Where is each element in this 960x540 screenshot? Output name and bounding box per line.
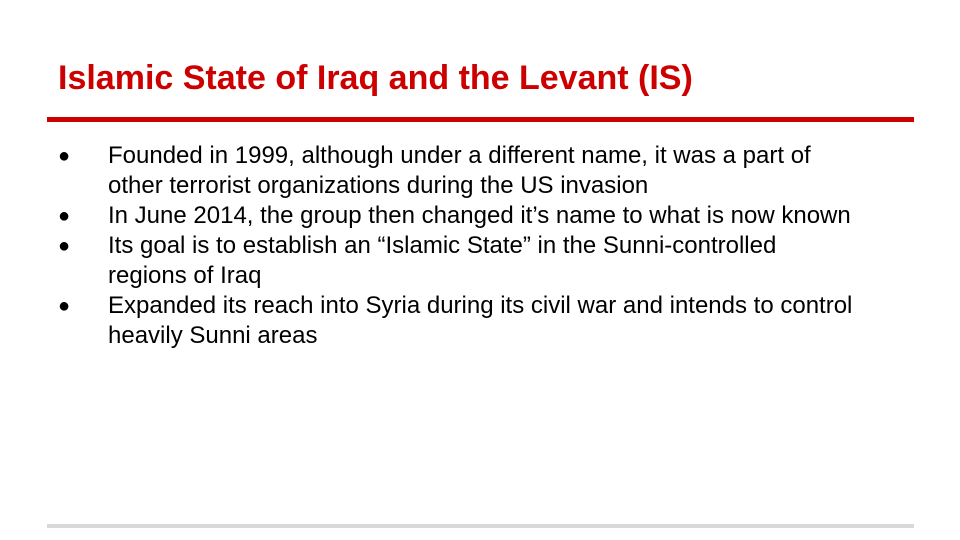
bullet-text: Its goal is to establish an “Islamic State” in the Sunni-controlled regions of Iraq: [108, 232, 777, 289]
bullet-text: Expanded its reach into Syria during its civil war and intends to control heavily Sunni areas: [108, 292, 853, 349]
footer-divider: [47, 524, 914, 528]
bullet-list: [58, 141, 858, 351]
bullet-item: [58, 141, 858, 201]
bullet-text: In June 2014, the group then changed it’s name to what is now known: [108, 202, 851, 229]
bullet-dot-icon: ●: [58, 145, 71, 167]
bullet-dot-icon: ●: [58, 295, 71, 317]
bullet-item: [58, 291, 858, 351]
bullet-item: [58, 231, 858, 291]
bullet-dot-icon: ●: [58, 205, 71, 227]
title-underline: [47, 117, 914, 122]
bullet-item: [58, 201, 858, 231]
slide-title: Islamic State of Iraq and the Levant (IS): [58, 59, 693, 97]
bullet-dot-icon: ●: [58, 235, 71, 257]
bullet-text: Founded in 1999, although under a different name, it was a part of other terrorist organizations during the US invasion: [108, 142, 811, 199]
